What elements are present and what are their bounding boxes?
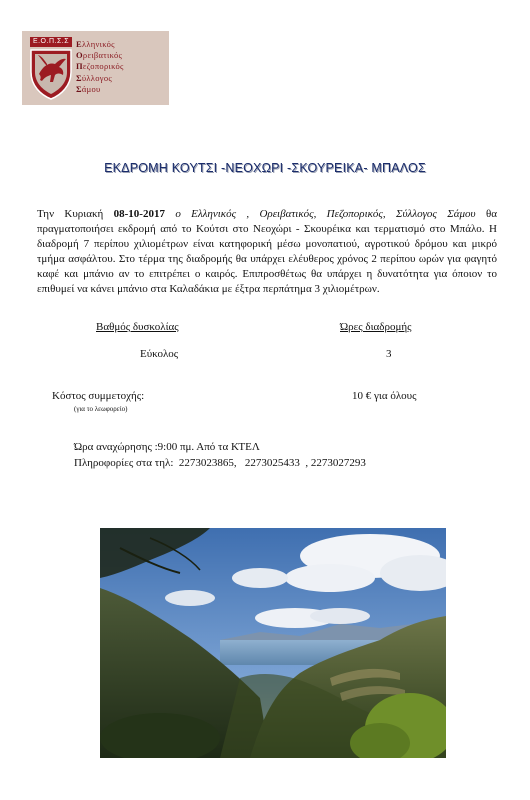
difficulty-label: Βαθμός δυσκολίας xyxy=(96,321,179,333)
trip-date: 08-10-2017 xyxy=(113,208,165,220)
intro-prefix: Την Κυριακή xyxy=(37,208,114,220)
duration-label: Ώρες διαδρομής xyxy=(340,321,412,333)
departure-info: Ώρα αναχώρησης :9:00 πμ. Από τα ΚΤΕΛ xyxy=(74,441,260,453)
page-title: ΕΚΔΡΟΜΗ ΚΟΥΤΣΙ -ΝΕΟΧΩΡΙ -ΣΚΟΥΡΕΙΚΑ- ΜΠΑΛΟΣ xyxy=(104,161,426,175)
club-logo xyxy=(22,31,169,105)
difficulty-value: Εύκολος xyxy=(140,348,179,360)
club-name: ο Ελληνικός , Ορειβατικός, Πεζοπορικός, Σύλλογος Σάμου xyxy=(164,208,476,220)
cost-value: 10 € για όλους xyxy=(352,390,417,402)
landscape-photo xyxy=(100,528,446,758)
shield-pegasus-icon xyxy=(29,48,73,100)
cost-note: (για το λεωφορείο) xyxy=(74,405,128,413)
intro-paragraph xyxy=(37,207,497,297)
cost-label: Κόστος συμμετοχής: xyxy=(52,390,145,402)
contact-phones: Πληροφορίες στα τηλ: 2273023865, 2273025433 , 2273027293 xyxy=(74,457,366,469)
intro-body: θα πραγματοποιήσει εκδρομή από το Κούτσι στο Νεοχώρι - Σκουρέικα και τερματισμό στο Μπάλο. Η διαδρομή 7 περίπου χιλιομέτρων είναι κατηφορική μέσω μονοπατιού, αγροτικού δρόμου και μικρό τμήμα ασφάλτου. Στο τέρμα της διαδρομής θα υπάρχει ελέυθερος χρόνος 2 περίπου ωρών για φαγητό καφέ και μπάνιο αν το επιτρέπει ο καιρός. Επιπροσθέτως θα υπάρχει η δυνατότητα για όποιον το επιθυμεί να κάνει μπάνιο στα Καλαδάκια με έξτρα περπάτημα 3 χιλιομέτρων. xyxy=(37,208,498,295)
logo-abbreviation: Ε.Ο.Π.Σ.Σ xyxy=(30,37,72,47)
duration-value: 3 xyxy=(386,348,392,360)
logo-text: Ελληνικός Ορειβατικός Πεζοπορικός Σύλλογος Σάμου xyxy=(76,39,124,94)
